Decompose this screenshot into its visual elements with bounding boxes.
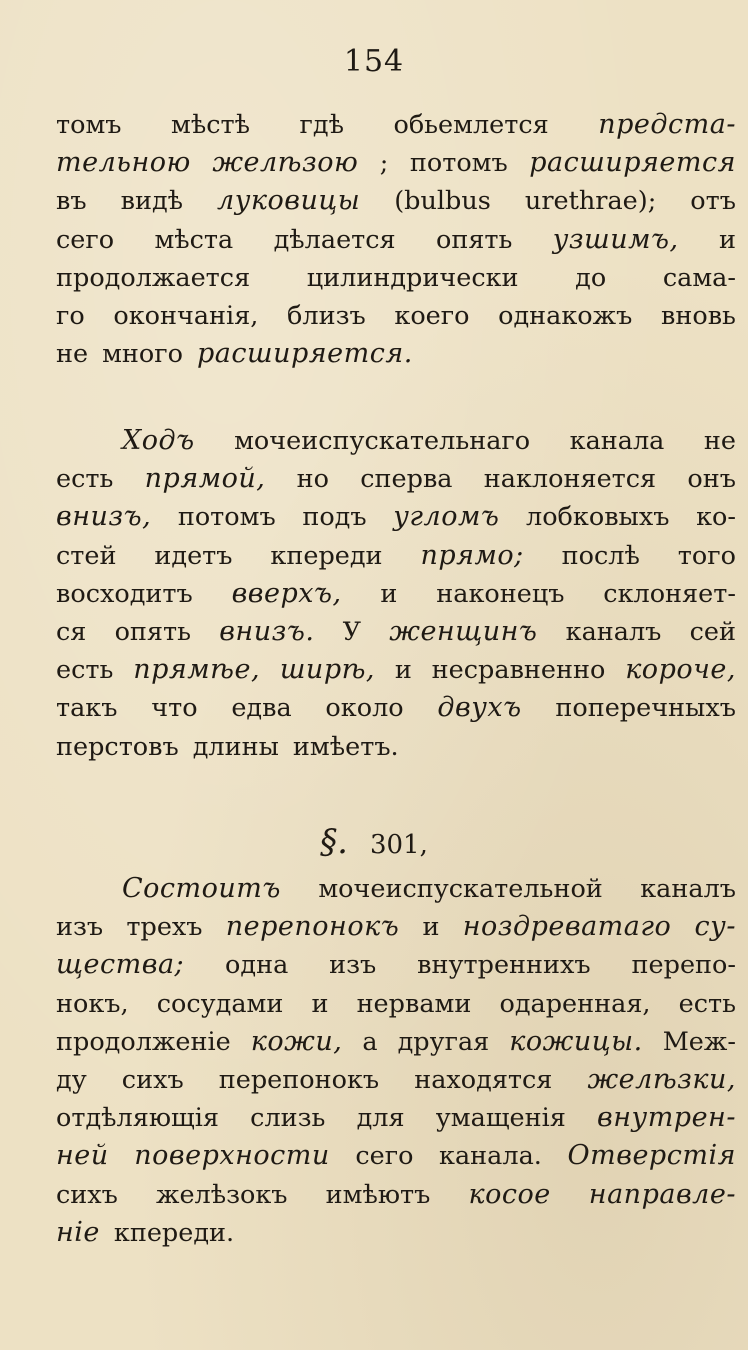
word: есть xyxy=(678,988,736,1019)
word: такъ xyxy=(56,693,118,724)
word: Меж- xyxy=(662,1026,736,1057)
italic-word: Отверстія xyxy=(567,1140,736,1172)
text-line xyxy=(56,422,736,460)
text-line xyxy=(56,1099,736,1137)
text-line xyxy=(56,144,736,182)
paragraph-2 xyxy=(56,422,736,766)
word: наклоняется xyxy=(483,464,657,495)
italic-word: расширяется xyxy=(529,147,736,179)
text-line xyxy=(56,460,736,498)
word: окончанія, xyxy=(113,300,259,331)
word: восходитъ xyxy=(56,578,193,609)
paragraph-1 xyxy=(56,106,736,373)
word: гдѣ xyxy=(299,110,344,140)
word: сперва xyxy=(360,464,453,495)
italic-word: луковицы xyxy=(217,185,361,217)
italic-word: ней xyxy=(56,1140,109,1172)
word: кпереди. xyxy=(113,1217,235,1248)
italic-word: прямой, xyxy=(144,463,266,495)
text-line xyxy=(56,297,736,335)
word: дѣлается xyxy=(273,224,396,255)
word: каналъ xyxy=(565,616,662,647)
word: коего xyxy=(394,300,470,331)
section-heading xyxy=(0,822,748,862)
italic-word: косое xyxy=(468,1178,551,1210)
italic-word: короче, xyxy=(625,654,736,686)
text-line xyxy=(56,946,736,984)
word: потомъ xyxy=(177,502,276,533)
text-line xyxy=(56,259,736,297)
text-line xyxy=(56,613,736,651)
word: сей xyxy=(689,616,736,647)
word: канала. xyxy=(439,1141,542,1172)
word: имѣютъ xyxy=(325,1179,431,1210)
word: есть xyxy=(56,464,114,495)
word: опять xyxy=(435,224,513,255)
word: вновь xyxy=(660,300,736,331)
italic-word: ноздреватаго xyxy=(462,911,672,943)
word: потомъ xyxy=(409,148,508,179)
word: что xyxy=(151,693,198,724)
word: около xyxy=(325,693,404,724)
word: стей xyxy=(56,540,117,571)
word: наконецъ xyxy=(436,578,565,609)
italic-word: щества; xyxy=(56,949,185,981)
word: не xyxy=(703,426,736,456)
italic-word: внизъ. xyxy=(219,615,315,647)
text-line xyxy=(56,651,736,689)
section-number: 301, xyxy=(369,830,428,860)
word: отдѣляющія xyxy=(56,1103,219,1134)
word: склоняет- xyxy=(603,578,736,609)
word: умащенія xyxy=(435,1103,566,1134)
italic-word: прямѣе, xyxy=(133,654,261,686)
word: urethrae); xyxy=(524,186,657,217)
italic-word: внизъ, xyxy=(56,501,152,533)
text-line xyxy=(56,498,736,536)
word: сосудами xyxy=(156,988,284,1019)
italic-word: вверхъ, xyxy=(231,577,342,609)
italic-word: желѣзки, xyxy=(587,1063,736,1095)
word: трехъ xyxy=(126,912,203,943)
italic-word: Ходъ xyxy=(122,425,195,456)
word: въ xyxy=(56,186,87,217)
word: продолжается xyxy=(56,262,251,293)
word: мочеиспускательной xyxy=(318,874,603,904)
text-line xyxy=(56,728,736,766)
paragraph-3 xyxy=(56,870,736,1252)
word: сего xyxy=(56,224,115,255)
text-line xyxy=(56,1023,736,1061)
word: (bulbus xyxy=(394,186,491,217)
word: лобковыхъ xyxy=(526,502,670,533)
word: перепонокъ xyxy=(218,1064,380,1095)
word: и xyxy=(718,224,736,255)
italic-word: перепонокъ xyxy=(225,911,400,943)
italic-word: кожи, xyxy=(250,1025,343,1057)
word: продолженіе xyxy=(56,1026,231,1057)
page-number: 154 xyxy=(343,44,405,79)
word: обьемлется xyxy=(393,110,549,140)
word: и xyxy=(394,655,412,686)
word: одна xyxy=(225,950,289,981)
word: однакожъ xyxy=(498,300,633,331)
word: а xyxy=(362,1026,378,1057)
word: нокъ, xyxy=(56,988,129,1019)
word: сихъ xyxy=(56,1179,118,1210)
word: изъ xyxy=(329,950,377,981)
word: не xyxy=(56,339,89,370)
text-line xyxy=(56,1061,736,1099)
word: много xyxy=(102,339,183,370)
word: У xyxy=(342,616,362,647)
word: есть xyxy=(56,655,114,686)
word: отъ xyxy=(690,186,736,217)
italic-word: кожицы. xyxy=(509,1025,643,1057)
text-line xyxy=(56,1176,736,1214)
italic-word: узшимъ, xyxy=(552,223,679,255)
word: перепо- xyxy=(631,950,736,981)
text-line xyxy=(56,182,736,220)
word: ко- xyxy=(696,502,736,533)
word: томъ xyxy=(56,110,122,140)
italic-word: предста- xyxy=(598,109,736,140)
word: сего xyxy=(355,1141,414,1172)
word: слизь xyxy=(250,1103,326,1134)
italic-word: Состоитъ xyxy=(122,873,281,904)
word: изъ xyxy=(56,912,104,943)
word: сама- xyxy=(662,262,736,293)
italic-word: внутрен- xyxy=(597,1102,736,1134)
word: того xyxy=(677,540,736,571)
italic-word: прямо; xyxy=(420,539,524,571)
word: поперечныхъ xyxy=(555,693,736,724)
text-line xyxy=(56,1137,736,1175)
word: кпереди xyxy=(270,540,383,571)
word: канала xyxy=(569,426,665,456)
italic-word: желѣзою xyxy=(212,147,359,179)
word: опять xyxy=(114,616,192,647)
section-symbol: §. xyxy=(320,822,348,862)
word: цилиндрически xyxy=(306,262,519,293)
word: находятся xyxy=(414,1064,553,1095)
italic-word: женщинъ xyxy=(389,615,538,647)
word: другая xyxy=(397,1026,490,1057)
word: каналъ xyxy=(640,874,736,904)
word: подъ xyxy=(302,502,367,533)
word: мочеиспускательнаго xyxy=(234,426,531,456)
word: онъ xyxy=(687,464,736,495)
text-line xyxy=(56,575,736,613)
text-line xyxy=(56,537,736,575)
word: желѣзокъ xyxy=(155,1179,288,1210)
word: послѣ xyxy=(561,540,640,571)
word: перстовъ xyxy=(56,731,179,762)
italic-word: двухъ xyxy=(437,692,522,724)
word: до xyxy=(575,262,607,293)
word: ду xyxy=(56,1064,87,1095)
text-line xyxy=(56,106,736,144)
word: и xyxy=(422,912,440,943)
word: ; xyxy=(379,148,389,179)
word: внутреннихъ xyxy=(417,950,591,981)
word: сихъ xyxy=(121,1064,184,1095)
text-line xyxy=(56,1214,736,1252)
word: идетъ xyxy=(154,540,233,571)
italic-word: поверхности xyxy=(134,1140,330,1172)
italic-word: тельною xyxy=(56,147,191,179)
word: видѣ xyxy=(120,186,184,217)
italic-word: направле- xyxy=(588,1178,736,1210)
word: для xyxy=(356,1103,405,1134)
text-line xyxy=(56,870,736,908)
word: го xyxy=(56,300,85,331)
text-line xyxy=(56,335,736,373)
word: одаренная, xyxy=(499,988,651,1019)
word: нервами xyxy=(356,988,472,1019)
word: и xyxy=(311,988,329,1019)
word: мѣста xyxy=(154,224,234,255)
word: ся xyxy=(56,616,87,647)
italic-word: ніе xyxy=(56,1216,100,1248)
word: имѣетъ. xyxy=(292,731,399,762)
word: и xyxy=(380,578,398,609)
word: едва xyxy=(231,693,292,724)
word: но xyxy=(296,464,329,495)
italic-word: ширѣ, xyxy=(279,654,376,686)
word: длины xyxy=(192,731,279,762)
text-line xyxy=(56,689,736,727)
word: несравненно xyxy=(431,655,606,686)
word: мѣстѣ xyxy=(171,110,251,140)
word: близъ xyxy=(287,300,366,331)
text-line xyxy=(56,908,736,946)
text-line xyxy=(56,221,736,259)
text-line xyxy=(56,985,736,1023)
italic-word: су- xyxy=(694,911,736,943)
italic-word: угломъ xyxy=(393,501,500,533)
italic-word: расширяется. xyxy=(197,338,413,370)
